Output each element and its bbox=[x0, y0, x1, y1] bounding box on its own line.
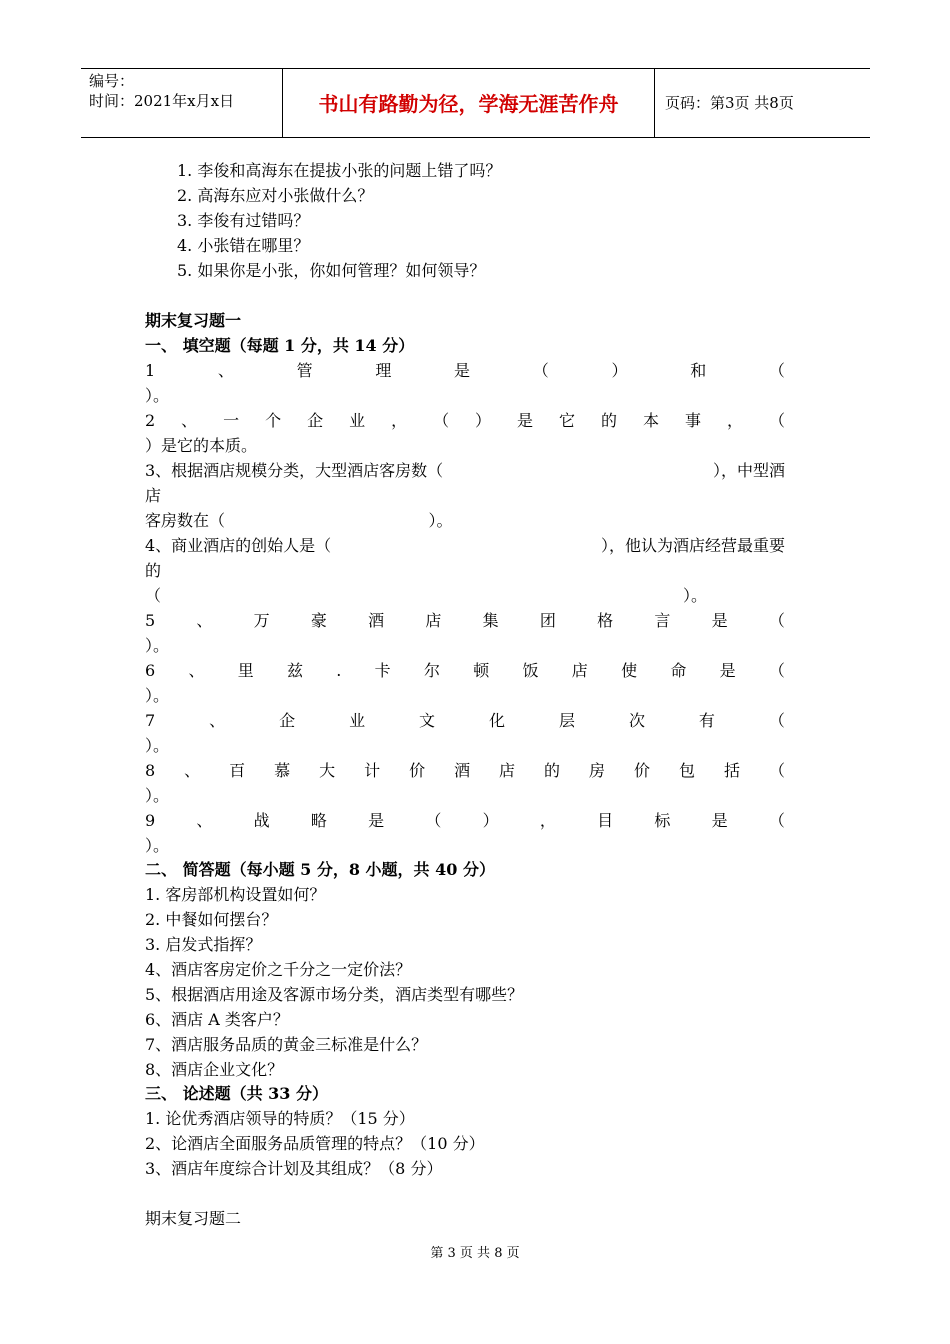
fill-question-token: 命 bbox=[670, 661, 687, 680]
fill-question-token: （ bbox=[425, 811, 442, 830]
fill-question-token: 团 bbox=[539, 611, 556, 630]
short-answer-question: 1. 客房部机构设置如何？ bbox=[145, 885, 326, 904]
fill-question-token: 酒 bbox=[368, 611, 385, 630]
fill-question-7 bbox=[145, 711, 785, 731]
fill-question-token: 百 bbox=[229, 761, 246, 780]
fill-question-9-end: ）。 bbox=[145, 836, 170, 855]
case-question: 5. 如果你是小张，你如何管理？如何领导？ bbox=[177, 261, 486, 280]
fill-question-4-wrap: 的 bbox=[145, 561, 162, 580]
fill-question-token: 企 bbox=[307, 411, 324, 430]
fill-question-4-left: 4、商业酒店的创始人是（ bbox=[145, 536, 332, 555]
fill-question-token: . bbox=[336, 661, 342, 680]
essay-question: 3、酒店年度综合计划及其组成？（8 分） bbox=[145, 1159, 443, 1178]
fill-question-3-right: ），中型酒 bbox=[712, 461, 785, 480]
fill-question-6-end: ）。 bbox=[145, 686, 170, 705]
fill-question-token: 是 bbox=[517, 411, 534, 430]
fill-question-token: 价 bbox=[634, 761, 651, 780]
fill-question-token: （ bbox=[768, 761, 785, 780]
fill-question-token: 化 bbox=[489, 711, 506, 730]
fill-question-token: ， bbox=[726, 411, 743, 430]
fill-question-token: 5 bbox=[145, 611, 156, 630]
fill-question-token: 标 bbox=[654, 811, 671, 830]
fill-question-token: 有 bbox=[698, 711, 715, 730]
essay-question: 2、论酒店全面服务品质管理的特点？（10 分） bbox=[145, 1134, 485, 1153]
fill-question-token: 房 bbox=[589, 761, 606, 780]
fill-question-token: 集 bbox=[482, 611, 499, 630]
fill-question-token: 包 bbox=[678, 761, 695, 780]
header-motto-cell bbox=[283, 69, 655, 137]
fill-question-token: ， bbox=[539, 811, 556, 830]
fill-question-7-end: ）。 bbox=[145, 736, 170, 755]
page-footer: 第 3 页 共 8 页 bbox=[430, 1246, 520, 1261]
section-heading-essay: 三、 论述题（共 33 分） bbox=[145, 1084, 328, 1103]
fill-question-2 bbox=[145, 411, 785, 431]
fill-question-4-close: ）。 bbox=[683, 586, 708, 605]
fill-question-token: 卡 bbox=[374, 661, 391, 680]
fill-question-token: 次 bbox=[628, 711, 645, 730]
fill-question-token: 店 bbox=[571, 661, 588, 680]
short-answer-question: 5、根据酒店用途及客源市场分类，酒店类型有哪些？ bbox=[145, 985, 524, 1004]
fill-question-4 bbox=[145, 536, 785, 556]
fill-question-token: 和 bbox=[690, 361, 707, 380]
fill-question-token: 目 bbox=[597, 811, 614, 830]
fill-question-token: 一 bbox=[223, 411, 240, 430]
header-motto: 书山有路勤为径，学海无涯苦作舟 bbox=[318, 92, 619, 116]
fill-question-token: ） bbox=[611, 361, 628, 380]
header-page-cell bbox=[655, 69, 870, 137]
header-left-cell bbox=[81, 69, 283, 137]
case-question: 2. 高海东应对小张做什么？ bbox=[177, 186, 374, 205]
short-answer-question: 4、酒店客房定价之千分之一定价法？ bbox=[145, 960, 412, 979]
fill-question-5-end: ）。 bbox=[145, 636, 170, 655]
fill-question-token: 它 bbox=[559, 411, 576, 430]
page-header bbox=[81, 68, 870, 138]
fill-question-token: （ bbox=[768, 661, 785, 680]
fill-question-token: 2 bbox=[145, 411, 156, 430]
fill-question-token: 计 bbox=[364, 761, 381, 780]
fill-question-token: 是 bbox=[711, 811, 728, 830]
fill-question-token: （ bbox=[768, 711, 785, 730]
section-heading-short-answer: 二、 简答题（每小题 5 分，8 小题，共 40 分） bbox=[145, 860, 495, 879]
fill-question-token: 万 bbox=[253, 611, 270, 630]
fill-question-token: 、 bbox=[196, 811, 213, 830]
fill-question-token: 9 bbox=[145, 811, 156, 830]
fill-question-token: （ bbox=[768, 411, 785, 430]
fill-question-token: 是 bbox=[711, 611, 728, 630]
fill-question-token: 战 bbox=[253, 811, 270, 830]
fill-question-token: ） bbox=[482, 811, 499, 830]
fill-question-token: 7 bbox=[145, 711, 156, 730]
fill-question-token: 店 bbox=[499, 761, 516, 780]
fill-question-token: 尔 bbox=[423, 661, 440, 680]
fill-question-token: 是 bbox=[719, 661, 736, 680]
fill-question-token: 是 bbox=[368, 811, 385, 830]
fill-question-token: 、 bbox=[184, 761, 201, 780]
fill-question-token: 8 bbox=[145, 761, 156, 780]
fill-question-token: 是 bbox=[454, 361, 471, 380]
fill-question-token: （ bbox=[532, 361, 549, 380]
fill-question-token: 业 bbox=[349, 411, 366, 430]
fill-question-token: （ bbox=[768, 361, 785, 380]
case-question: 4. 小张错在哪里？ bbox=[177, 236, 310, 255]
fill-question-8-end: ）。 bbox=[145, 786, 170, 805]
fill-question-token: 兹 bbox=[287, 661, 304, 680]
fill-question-9 bbox=[145, 811, 785, 831]
fill-question-3 bbox=[145, 461, 785, 481]
short-answer-question: 6、酒店 A 类客户？ bbox=[145, 1010, 289, 1029]
fill-question-3-wrap: 店 bbox=[145, 486, 162, 505]
fill-question-token: 理 bbox=[375, 361, 392, 380]
fill-question-token: 管 bbox=[296, 361, 313, 380]
fill-question-token: 价 bbox=[409, 761, 426, 780]
fill-question-token: 大 bbox=[319, 761, 336, 780]
document-time-label: 时间：2021年x月x日 bbox=[89, 92, 235, 110]
short-answer-question: 7、酒店服务品质的黄金三标准是什么？ bbox=[145, 1035, 428, 1054]
fill-question-token: 事 bbox=[684, 411, 701, 430]
fill-question-token: 的 bbox=[544, 761, 561, 780]
fill-question-token: 格 bbox=[597, 611, 614, 630]
fill-question-2-end: ）是它的本质。 bbox=[145, 436, 258, 455]
section-title-2: 期末复习题二 bbox=[145, 1209, 242, 1228]
fill-question-token: 、 bbox=[217, 361, 234, 380]
fill-question-1-end: ）。 bbox=[145, 386, 170, 405]
short-answer-question: 2. 中餐如何摆台？ bbox=[145, 910, 278, 929]
fill-question-token: 文 bbox=[419, 711, 436, 730]
document-code-label: 编号： bbox=[89, 72, 135, 90]
fill-question-token: 言 bbox=[654, 611, 671, 630]
fill-question-4-open: （ bbox=[145, 586, 162, 605]
fill-question-token: （ bbox=[433, 411, 450, 430]
fill-question-token: ， bbox=[391, 411, 408, 430]
fill-question-8 bbox=[145, 761, 785, 781]
short-answer-question: 8、酒店企业文化？ bbox=[145, 1060, 284, 1079]
fill-question-token: 个 bbox=[265, 411, 282, 430]
fill-question-token: 层 bbox=[558, 711, 575, 730]
fill-question-token: 顿 bbox=[473, 661, 490, 680]
fill-question-6 bbox=[145, 661, 785, 681]
fill-question-token: 使 bbox=[621, 661, 638, 680]
fill-question-token: 本 bbox=[642, 411, 659, 430]
fill-question-token: 里 bbox=[237, 661, 254, 680]
case-question: 1. 李俊和高海东在提拔小张的问题上错了吗？ bbox=[177, 161, 502, 180]
fill-question-token: 、 bbox=[188, 661, 205, 680]
fill-question-3-end: 客房数在（ ）。 bbox=[145, 511, 453, 530]
short-answer-question: 3. 启发式指挥？ bbox=[145, 935, 262, 954]
fill-question-token: 豪 bbox=[310, 611, 327, 630]
fill-question-token: 6 bbox=[145, 661, 156, 680]
fill-question-token: 略 bbox=[310, 811, 327, 830]
header-page-number: 页码：第3页 共8页 bbox=[665, 94, 794, 112]
fill-question-token: 饭 bbox=[522, 661, 539, 680]
fill-question-3-left: 3、根据酒店规模分类，大型酒店客房数（ bbox=[145, 461, 444, 480]
fill-question-4-right: ），他认为酒店经营最重要 bbox=[600, 536, 785, 555]
fill-question-token: 慕 bbox=[274, 761, 291, 780]
section-heading-fill-blank: 一、 填空题（每题 1 分，共 14 分） bbox=[145, 336, 415, 355]
fill-question-token: 、 bbox=[181, 411, 198, 430]
fill-question-token: （ bbox=[768, 611, 785, 630]
fill-question-token: 括 bbox=[723, 761, 740, 780]
fill-question-token: 、 bbox=[209, 711, 226, 730]
fill-question-token: 业 bbox=[349, 711, 366, 730]
case-question: 3. 李俊有过错吗？ bbox=[177, 211, 310, 230]
fill-question-token: 酒 bbox=[454, 761, 471, 780]
fill-question-token: 、 bbox=[196, 611, 213, 630]
fill-question-token: 1 bbox=[145, 361, 156, 380]
fill-question-1 bbox=[145, 361, 785, 381]
essay-question: 1. 论优秀酒店领导的特质？（15 分） bbox=[145, 1109, 415, 1128]
fill-question-token: 企 bbox=[279, 711, 296, 730]
section-title: 期末复习题一 bbox=[145, 311, 242, 330]
fill-question-token: ） bbox=[475, 411, 492, 430]
fill-question-token: （ bbox=[768, 811, 785, 830]
fill-question-token: 的 bbox=[601, 411, 618, 430]
fill-question-token: 店 bbox=[425, 611, 442, 630]
fill-question-5 bbox=[145, 611, 785, 631]
